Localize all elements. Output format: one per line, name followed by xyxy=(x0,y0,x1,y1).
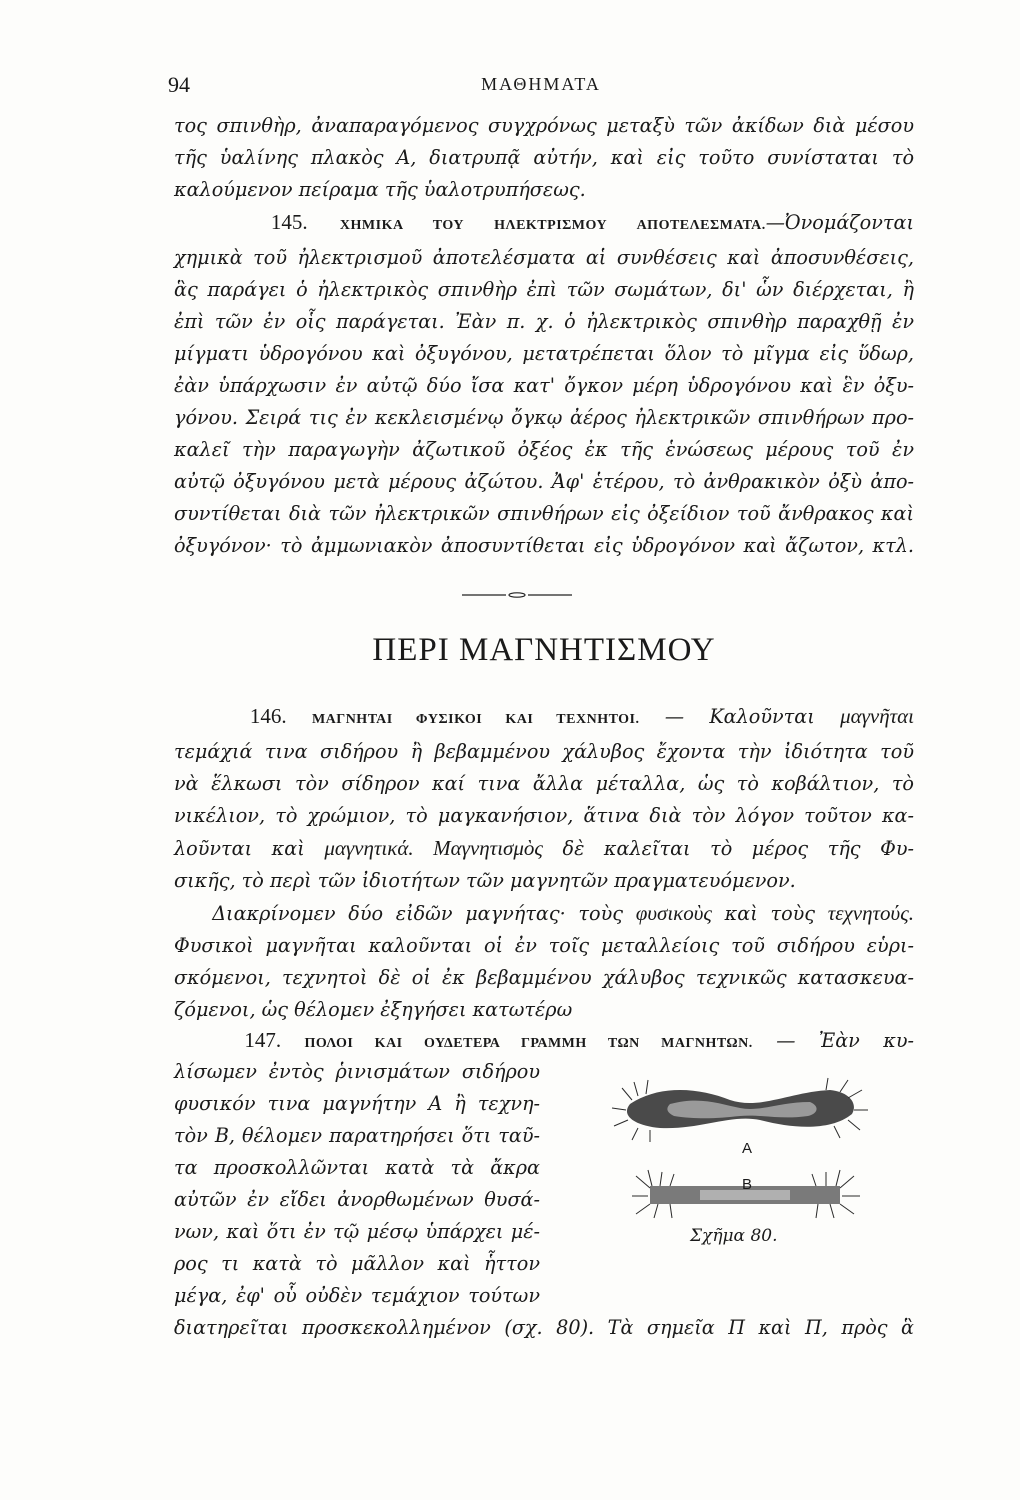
text-line: καλούμενον πείραμα τῆς ὑαλοτρυπήσεως. xyxy=(174,178,586,201)
text-line: αὐτῶν ἐν εἴδει ἀνορθωμένων θυσά- xyxy=(174,1188,540,1211)
text-line: ζόμενοι, ὡς θέλομεν ἐξηγήσει κατωτέρω xyxy=(174,998,573,1021)
section-number: 145. xyxy=(270,210,308,234)
text-fragment: — Ἐὰν κυ- xyxy=(776,1029,915,1052)
emphasis-term: μαγνητικά. xyxy=(324,836,414,860)
section-number: 146. xyxy=(249,704,287,728)
section-146-first-line xyxy=(174,700,914,736)
text-line: τα προσκολλῶνται κατὰ τὰ ἄκρα xyxy=(174,1156,540,1179)
emphasis-term: Μαγνητισμὸς xyxy=(433,836,543,860)
section-147-narrow-column xyxy=(174,1056,540,1312)
figure-caption: Σχῆμα 80. xyxy=(690,1226,778,1246)
page-number: 94 xyxy=(168,72,190,97)
section-number: 147. xyxy=(244,1028,282,1052)
text-line: Φυσικοὶ μαγνῆται καλοῦνται οἱ ἐν τοῖς μεταλλείοις τοῦ σιδήρου εὑρι- xyxy=(174,934,914,957)
figure-label-a: A xyxy=(742,1140,753,1157)
text-line: μίγματι ὑδρογόνου καὶ ὀξυγόνου, μετατρέπεται ὅλον τὸ μῖγμα εἰς ὕδωρ, xyxy=(174,342,914,365)
text-line: σκόμενοι, τεχνητοὶ δὲ οἱ ἐκ βεβαμμένου χάλυβος τεχνικῶς κατασκευα- xyxy=(174,966,914,989)
text-line: νων, καὶ ὅτι ἐν τῷ μέσῳ ὑπάρχει μέ- xyxy=(174,1220,540,1243)
text-line: μέγα, ἐφ' οὗ οὐδὲν τεμάχιον τούτων xyxy=(174,1284,540,1307)
section-147-last-line xyxy=(174,1312,914,1344)
text-line: διατηρεῖται προσκεκολλημένον (σχ. 80). Τὰ σημεῖα Π καὶ Π, πρὸς ἃ xyxy=(174,1316,914,1339)
running-head xyxy=(168,72,914,100)
text-fragment: — Καλοῦνται xyxy=(664,705,815,728)
section-146 xyxy=(174,700,914,1026)
text-line: λίσωμεν ἐντὸς ῥινισμάτων σιδήρου xyxy=(174,1060,540,1083)
figure-label-b: B xyxy=(742,1176,753,1193)
text-fragment: —Ὀνομάζονται xyxy=(765,211,914,234)
section-heading: ΧΗΜΙΚΑ ΤΟΥ ΗΛΕΚΤΡΙΣΜΟΥ ΑΠΟΤΕΛΕΣΜΑΤΑ. xyxy=(339,218,766,233)
text-line: ἐὰν ὑπάρχωσιν ἐν αὐτῷ δύο ἴσα κατ' ὄγκον μέρη ὑδρογόνου καὶ ἓν ὀξυ- xyxy=(174,374,914,397)
text-line: ρος τι κατὰ τὸ μᾶλλον καὶ ἧττον xyxy=(174,1252,540,1275)
text-line: τῆς ὑαλίνης πλακὸς Α, διατρυπᾷ αὐτήν, καὶ εἰς τοῦτο συνίσταται τὸ xyxy=(174,146,914,169)
text-line: φυσικόν τινα μαγνήτην Α ἢ τεχνη- xyxy=(174,1092,540,1115)
text-line: νὰ ἕλκωσι τὸν σίδηρον καί τινα ἄλλα μέταλλα, ὡς τὸ κοβάλτιον, τὸ xyxy=(174,772,914,795)
text-line: χημικὰ τοῦ ἠλεκτρισμοῦ ἀποτελέσματα αἱ συνθέσεις καὶ ἀποσυνθέσεις, xyxy=(174,246,914,269)
section-heading: ΜΑΓΝΗΤΑΙ ΦΥΣΙΚΟΙ ΚΑΙ ΤΕΧΝΗΤΟΙ. xyxy=(311,712,640,727)
ornament-divider xyxy=(462,592,572,598)
text-line: τὸν Β, θέλομεν παρατηρήσει ὅτι ταῦ- xyxy=(174,1124,540,1147)
magnet-a-drawing xyxy=(612,1078,868,1142)
section-145 xyxy=(174,206,914,562)
text-fragment: λοῦνται καὶ xyxy=(174,837,305,860)
text-line: γόνου. Σειρά τις ἐν κεκλεισμένῳ ὄγκῳ ἀέρος ἠλεκτρικῶν σπινθήρων προ- xyxy=(174,406,914,429)
text-line: ἃς παράγει ὁ ἠλεκτρικὸς σπινθὴρ ἐπὶ τῶν σωμάτων, δι' ὧν διέρχεται, ἢ xyxy=(174,278,914,301)
section-147-heading-line xyxy=(174,1024,914,1060)
emphasis-term: φυσικοὺς xyxy=(635,901,712,925)
text-line: αὐτῷ ὀξυγόνου μετὰ μέρους ἀζώτου. Ἀφ' ἑτέρου, τὸ ἀνθρακικὸν ὀξὺ ἀπο- xyxy=(174,470,914,493)
text-line: ὀξυγόνον· τὸ ἀμμωνιακὸν ἀποσυντίθεται εἰς ὑδρογόνον καὶ ἄζωτον, κτλ. xyxy=(174,534,914,557)
section-heading: ΠΟΛΟΙ ΚΑΙ ΟΥΔΕΤΕΡΑ ΓΡΑΜΜΗ ΤΩΝ ΜΑΓΝΗΤΩΝ. xyxy=(304,1036,753,1051)
emphasis-term: μαγνῆται xyxy=(840,704,915,728)
section-147-first-line xyxy=(174,1024,914,1060)
section-145-first-line xyxy=(174,206,914,242)
text-line: ἐπὶ τῶν ἐν οἷς παράγεται. Ἐὰν π. χ. ὁ ἠλεκτρικὸς σπινθὴρ παραχθῇ ἐν xyxy=(174,310,914,333)
text-line: τεμάχιά τινα σιδήρου ἢ βεβαμμένου χάλυβος ἔχοντα τὴν ἰδιότητα τοῦ xyxy=(174,740,914,763)
running-title: ΜΑΘΗΜΑΤΑ xyxy=(481,74,601,94)
text-line-with-emphasis xyxy=(174,832,914,865)
text-line: συντίθεται διὰ τῶν ἠλεκτρικῶν σπινθήρων εἰς ὀξείδιον τοῦ ἄνθρακος καὶ xyxy=(174,502,914,525)
paragraph-intro xyxy=(174,110,914,206)
text-line-with-emphasis xyxy=(174,897,914,930)
text-line: τος σπινθὴρ, ἀναπαραγόμενος συγχρόνως μεταξὺ τῶν ἀκίδων διὰ μέσου xyxy=(174,114,914,137)
figure-80 xyxy=(590,1070,900,1270)
chapter-title: ΠΕΡΙ ΜΑΓΝΗΤΙΣΜΟΥ xyxy=(372,632,716,668)
text-line: νικέλιον, τὸ χρώμιον, τὸ μαγκανήσιον, ἅτινα διὰ τὸν λόγον τοῦτον κα- xyxy=(174,804,914,827)
text-line: καλεῖ τὴν παραγωγὴν ἀζωτικοῦ ὀξέος ἐκ τῆς ἑνώσεως μέρους τοῦ ἐν xyxy=(174,438,914,461)
text-fragment: Διακρίνομεν δύο εἰδῶν μαγνήτας· τοὺς xyxy=(212,902,623,925)
text-fragment: δὲ καλεῖται τὸ μέρος τῆς Φυ- xyxy=(562,837,914,860)
emphasis-term: τεχνητούς. xyxy=(827,901,914,925)
text-line: σικῆς, τὸ περὶ τῶν ἰδιοτήτων τῶν μαγνητῶν πραγματευόμενον. xyxy=(174,869,796,892)
text-fragment: καὶ τοὺς xyxy=(724,902,816,925)
